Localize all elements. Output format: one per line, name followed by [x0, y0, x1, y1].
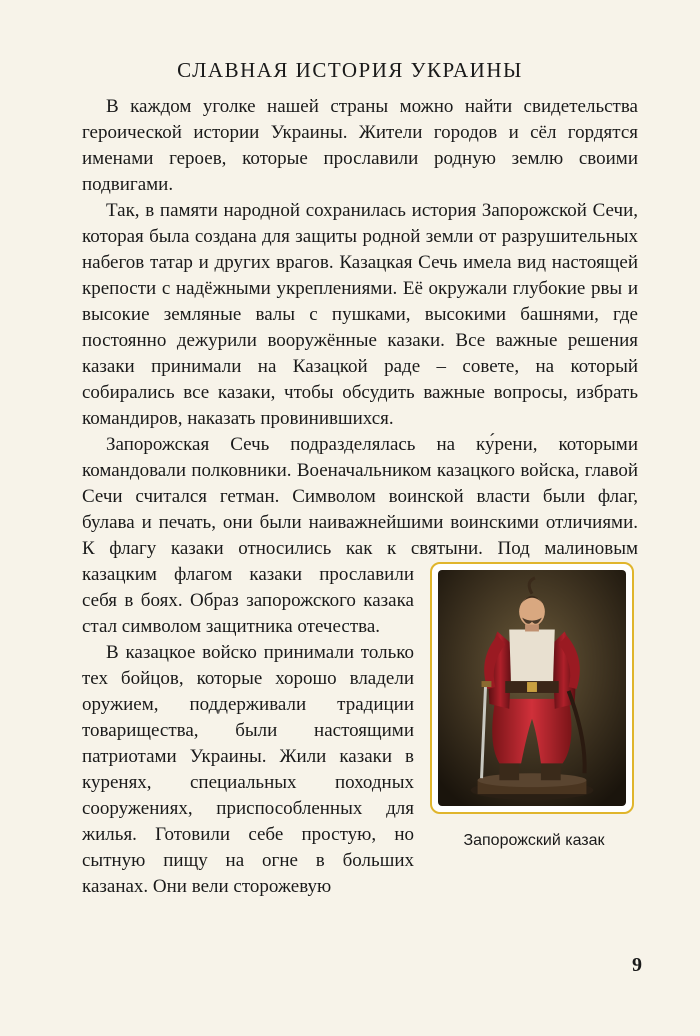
paragraph-4: В казацкое войско принимали только тех бойцов, которые хорошо владели оружием, поддерживали традиции товарищества, были настоящими патриотами Украины. Жили казаки в куренях, специальных походных сооружениях, приспособленных для жилья. Готовили себе простую, но сытную пищу на огне в больших казанах. Они вели сторожевую [82, 642, 414, 897]
figure-caption: Запорожский казак [463, 832, 605, 849]
page-title: СЛАВНАЯ ИСТОРИЯ УКРАИНЫ [177, 58, 523, 82]
page-number: 9 [632, 954, 642, 976]
paragraph-2: Так, в памяти народной сохранилась история Запорожской Сечи, которая была создана для защиты родной земли от разрушительных набегов татар и других врагов. Казацкая Сечь имела вид настоящей крепости с надёжными укреплениями. Её окружали глубокие рвы и высокие земляные валы с пушками, высокими башнями, где постоянно дежурили вооружённые казаки. Все важные решения казаки принимали на Казацкой раде – совете, на который собирались все казаки, чтобы обсудить важные вопросы, избрать командиров, наказать провинившихся. [82, 200, 638, 429]
cossack-figurine-image [438, 570, 626, 806]
paragraph-3-tail: прославили себя в боях. Образ запорожского казака стал символом защитника отечества. [82, 564, 414, 637]
paragraph-1: В каждом уголке нашей страны можно найти свидетельства героической истории Украины. Жители городов и сёл гордятся именами героев, которые прославили родную землю своими подвигами. [82, 96, 638, 195]
figure-frame [430, 562, 634, 814]
body-text [82, 94, 638, 900]
paragraph-3-text: Запорожская Сечь подразделялась на ку́рени, которыми командовали полковники. Военачальником казацкого войска, главой Сечи считался гетман. Символом воинской власти были флаг, булава и печать, они были наиважнейшими воинскими отличиями. К флагу казаки относились как к святыни. Под малиновым казацким флагом казаки [82, 434, 638, 585]
figure [430, 562, 638, 864]
